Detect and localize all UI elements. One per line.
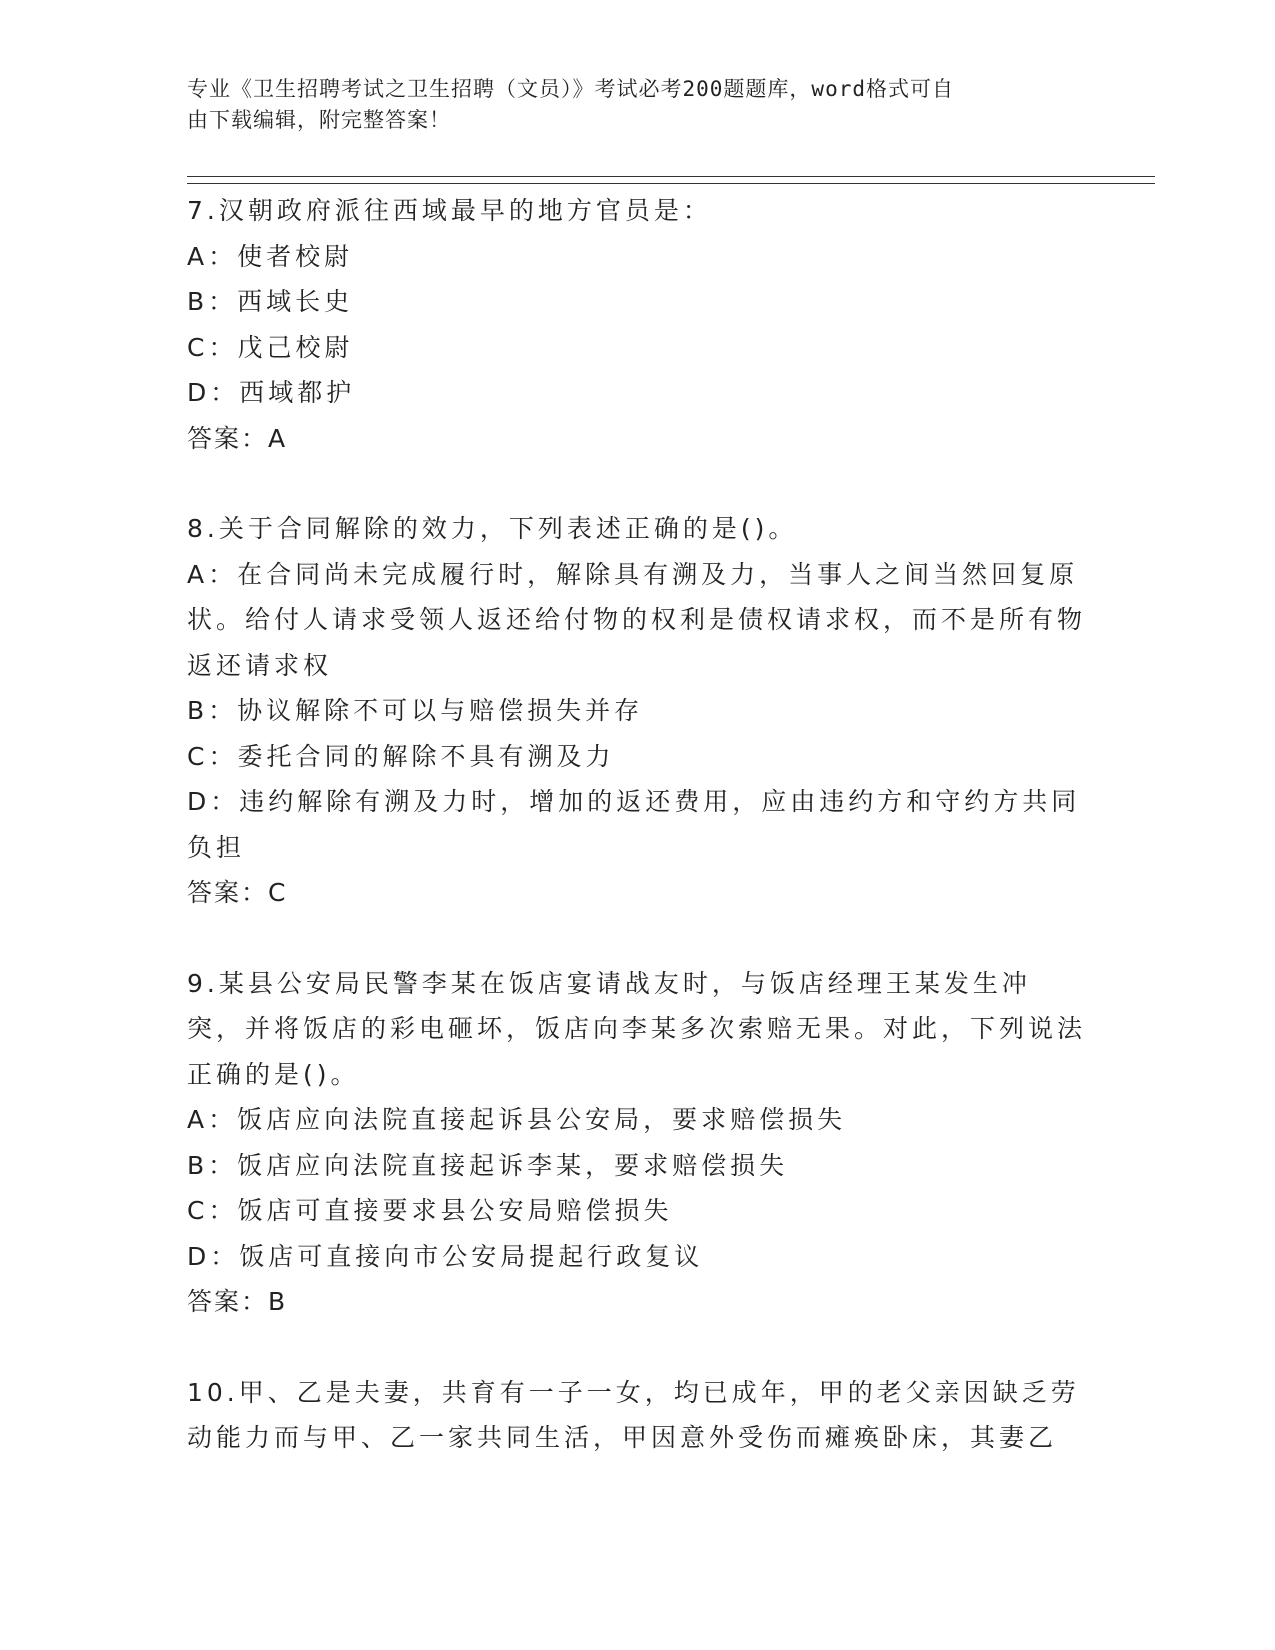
question-stem: 7.汉朝政府派往西域最早的地方官员是：	[187, 196, 712, 225]
option-a: A：饭店应向法院直接起诉县公安局，要求赔偿损失	[187, 1105, 847, 1134]
header-line-2: 由下载编辑，附完整答案！	[187, 108, 451, 132]
option-a: A：在合同尚未完成履行时，解除具有溯及力，当事人之间当然回复原状。给付人请求受领人返还给付物的权利是债权请求权，而不是所有物返还请求权	[187, 559, 1087, 680]
option-d: D：西域都护	[187, 378, 356, 407]
question-8	[187, 506, 1087, 916]
question-7	[187, 188, 1087, 461]
question-list	[187, 188, 1087, 1506]
question-stem: 9.某县公安局民警李某在饭店宴请战友时，与饭店经理王某发生冲突，并将饭店的彩电砸坏，饭店向李某多次索赔无果。对此，下列说法正确的是()。	[187, 968, 1087, 1089]
answer: 答案：A	[187, 423, 288, 453]
option-a: A：使者校尉	[187, 241, 354, 271]
question-stem: 10.甲、乙是夫妻，共育有一子一女，均已成年，甲的老父亲因缺乏劳动能力而与甲、乙一家共同生活，甲因意外受伤而瘫痪卧床，其妻乙	[187, 1377, 1080, 1452]
option-b: B：饭店应向法院直接起诉李某，要求赔偿损失	[187, 1150, 789, 1180]
option-c: C：戊己校尉	[187, 332, 354, 362]
option-b: B：协议解除不可以与赔偿损失并存	[187, 696, 644, 725]
header-divider-bottom	[187, 183, 1155, 184]
option-c: C：委托合同的解除不具有溯及力	[187, 741, 615, 771]
question-9	[187, 961, 1087, 1325]
header-line-1: 专业《卫生招聘考试之卫生招聘（文员）》考试必考200题题库，word格式可自	[187, 77, 954, 101]
question-10	[187, 1370, 1087, 1461]
header-divider-top	[187, 176, 1155, 177]
document-header	[187, 74, 1087, 136]
option-d: D：违约解除有溯及力时，增加的返还费用，应由违约方和守约方共同负担	[187, 787, 1081, 862]
answer: 答案：C	[187, 878, 288, 907]
option-d: D：饭店可直接向市公安局提起行政复议	[187, 1241, 704, 1271]
question-stem: 8.关于合同解除的效力，下列表述正确的是()。	[187, 514, 798, 543]
answer: 答案：B	[187, 1287, 288, 1316]
option-c: C：饭店可直接要求县公安局赔偿损失	[187, 1196, 673, 1225]
option-b: B：西域长史	[187, 287, 354, 316]
